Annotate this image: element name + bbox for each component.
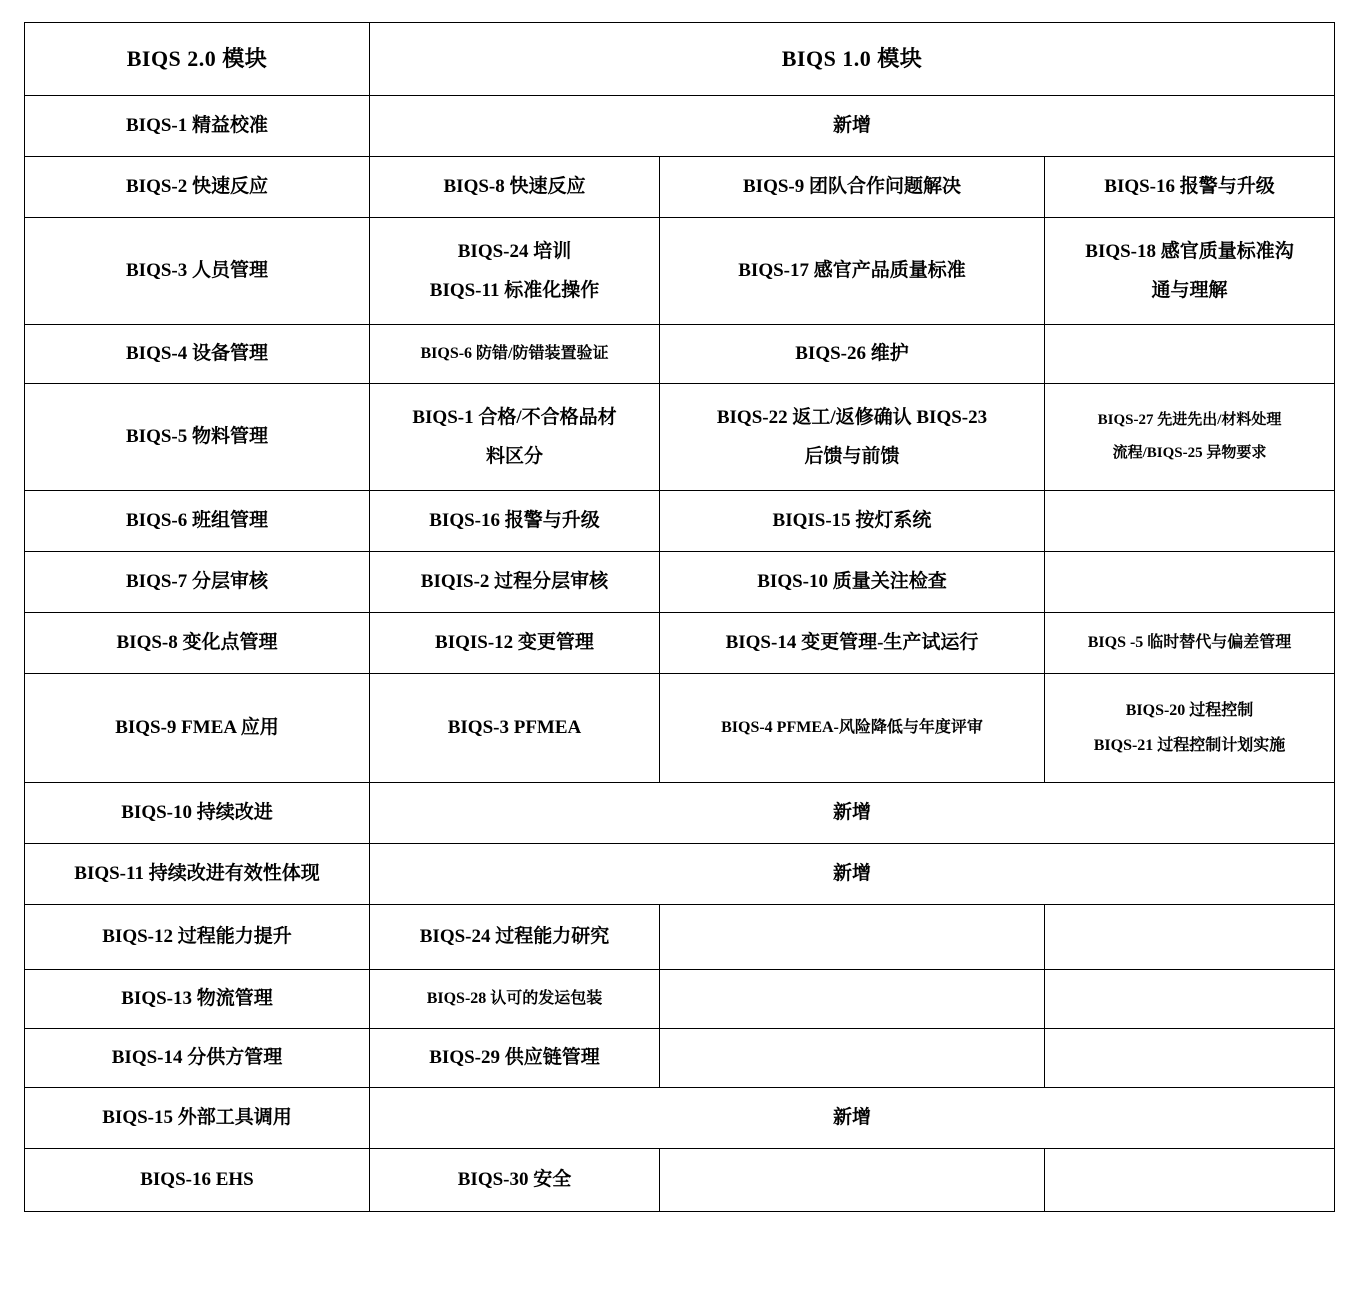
row-cell-line: BIQS-24 培训 [457,240,572,262]
row-cell: BIQIS-12 变更管理 [370,613,660,674]
row-label: BIQS-4 设备管理 [25,325,370,384]
row-cell: BIQS-17 感官产品质量标准 [660,218,1045,325]
row-merged-value: 新增 [370,1088,1335,1149]
row-cell-empty [660,1149,1045,1212]
row-cell: BIQS -5 临时替代与偏差管理 [1045,613,1335,674]
biqs-comparison-table [24,22,1335,1212]
header-cell-biqs2: BIQS 2.0 模块 [25,23,370,96]
row-cell-empty [1045,1029,1335,1088]
row-merged-value: 新增 [370,844,1335,905]
table-row [25,783,1335,844]
row-cell-empty [1045,970,1335,1029]
row-label: BIQS-3 人员管理 [25,218,370,325]
row-cell-line: 通与理解 [1151,279,1228,301]
table-row [25,384,1335,491]
row-cell-empty [660,970,1045,1029]
row-cell: BIQS-8 快速反应 [370,157,660,218]
table-row [25,1088,1335,1149]
table-row [25,674,1335,783]
row-cell-line: 后馈与前馈 [804,445,900,467]
table-row [25,844,1335,905]
row-cell: BIQS-10 质量关注检查 [660,552,1045,613]
row-cell-line: 料区分 [485,445,543,467]
table-row [25,325,1335,384]
table-row [25,552,1335,613]
row-cell-empty [1045,325,1335,384]
row-label: BIQS-6 班组管理 [25,491,370,552]
row-label: BIQS-14 分供方管理 [25,1029,370,1088]
row-cell: BIQS-6 防错/防错装置验证 [370,325,660,384]
row-cell [1045,384,1335,491]
table-row [25,218,1335,325]
row-cell-empty [1045,1149,1335,1212]
row-label: BIQS-1 精益校准 [25,96,370,157]
row-cell: BIQS-30 安全 [370,1149,660,1212]
row-label: BIQS-11 持续改进有效性体现 [25,844,370,905]
row-label: BIQS-16 EHS [25,1149,370,1212]
row-cell-line: BIQS-18 感官质量标准沟 [1085,240,1294,262]
row-cell-line: BIQS-11 标准化操作 [429,279,600,301]
row-label: BIQS-7 分层审核 [25,552,370,613]
row-label: BIQS-15 外部工具调用 [25,1088,370,1149]
row-merged-value: 新增 [370,96,1335,157]
row-cell: BIQIS-15 按灯系统 [660,491,1045,552]
row-cell [1045,218,1335,325]
table-row [25,1149,1335,1212]
row-cell: BIQS-26 维护 [660,325,1045,384]
row-cell-empty [660,1029,1045,1088]
row-cell-line: BIQS-1 合格/不合格品材 [412,406,617,428]
row-cell-line: BIQS-20 过程控制 [1125,702,1254,720]
row-cell: BIQS-16 报警与升级 [370,491,660,552]
table-row [25,970,1335,1029]
row-merged-value: 新增 [370,783,1335,844]
row-label: BIQS-2 快速反应 [25,157,370,218]
table-row [25,905,1335,970]
row-cell: BIQS-9 团队合作问题解决 [660,157,1045,218]
row-cell [1045,674,1335,783]
row-cell: BIQS-24 过程能力研究 [370,905,660,970]
row-cell: BIQS-3 PFMEA [370,674,660,783]
table-row [25,96,1335,157]
row-label: BIQS-10 持续改进 [25,783,370,844]
table-row [25,1029,1335,1088]
row-cell [370,218,660,325]
row-label: BIQS-8 变化点管理 [25,613,370,674]
row-label: BIQS-9 FMEA 应用 [25,674,370,783]
row-label: BIQS-13 物流管理 [25,970,370,1029]
row-cell-line: BIQS-22 返工/返修确认 BIQS-23 [716,406,988,428]
row-cell: BIQS-16 报警与升级 [1045,157,1335,218]
row-cell-line: 流程/BIQS-25 异物要求 [1112,444,1267,461]
row-cell-empty [1045,905,1335,970]
row-cell: BIQIS-2 过程分层审核 [370,552,660,613]
row-cell-empty [1045,552,1335,613]
table-row [25,613,1335,674]
row-cell [660,384,1045,491]
row-cell-empty [660,905,1045,970]
row-cell-line: BIQS-27 先进先出/材料处理 [1097,411,1282,428]
table-row [25,491,1335,552]
table-row [25,157,1335,218]
row-label: BIQS-12 过程能力提升 [25,905,370,970]
row-cell-line: BIQS-21 过程控制计划实施 [1093,736,1286,754]
row-label: BIQS-5 物料管理 [25,384,370,491]
row-cell: BIQS-14 变更管理-生产试运行 [660,613,1045,674]
row-cell [370,384,660,491]
row-cell-empty [1045,491,1335,552]
row-cell: BIQS-4 PFMEA-风险降低与年度评审 [660,674,1045,783]
row-cell: BIQS-29 供应链管理 [370,1029,660,1088]
table-header-row [25,23,1335,96]
header-cell-biqs1: BIQS 1.0 模块 [370,23,1335,96]
row-cell: BIQS-28 认可的发运包装 [370,970,660,1029]
